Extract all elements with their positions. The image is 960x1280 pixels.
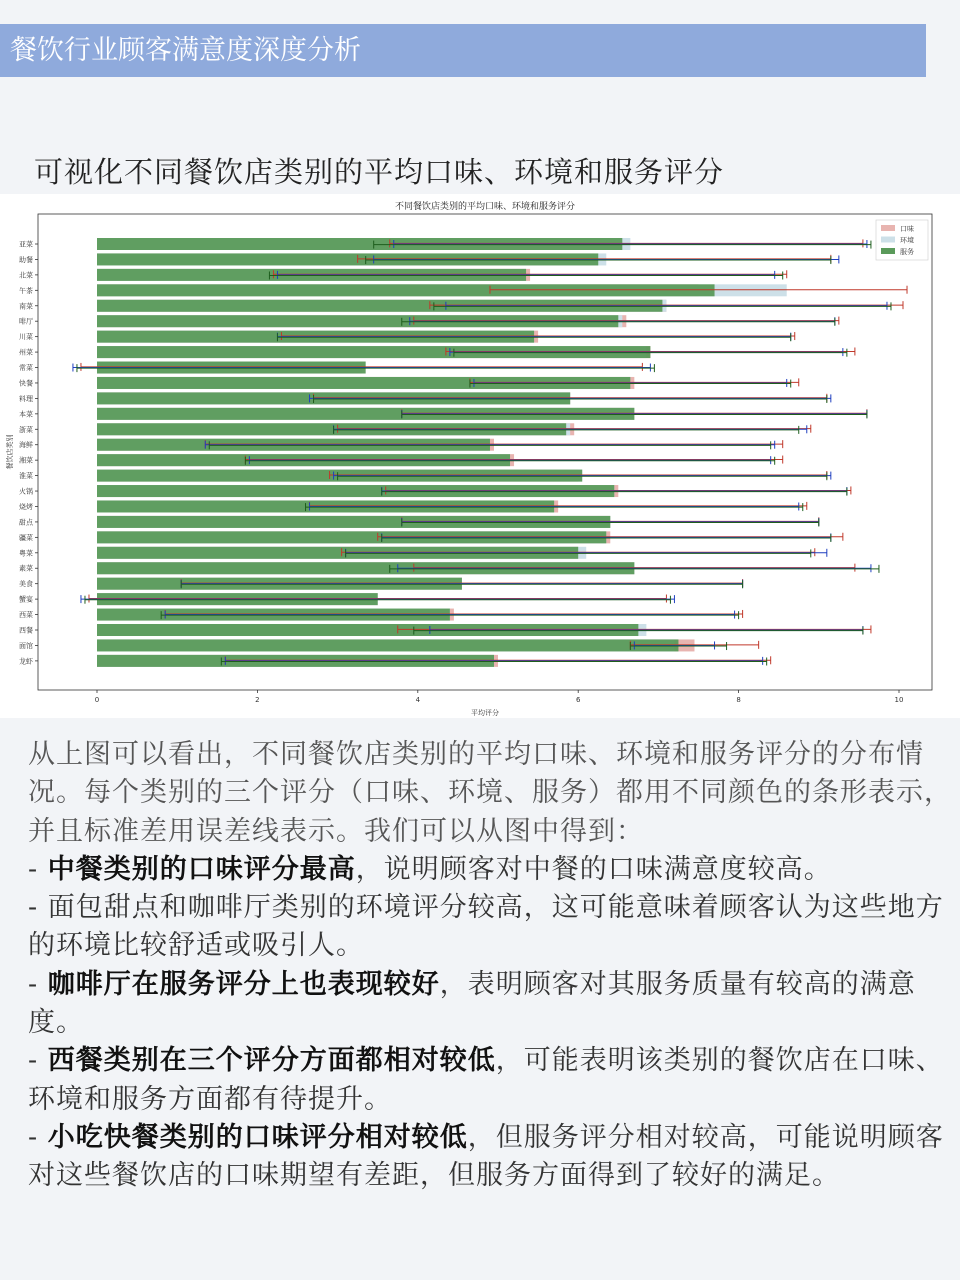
- bullet-rest: ，说明顾客对中餐的口味满意度较高。: [355, 853, 832, 885]
- bullet-5: [28, 1119, 956, 1196]
- y-tick-label: 川菜: [19, 333, 33, 342]
- y-axis-label: 餐饮店类别: [6, 434, 14, 470]
- y-tick-label: 淮菜: [19, 472, 33, 481]
- y-tick-label: 面馆: [19, 641, 33, 650]
- y-tick-label: 烧烤: [19, 502, 33, 511]
- analysis-text: [28, 736, 956, 1196]
- y-tick-label: 亚菜: [19, 240, 33, 249]
- y-tick-label: 粤菜: [19, 549, 33, 558]
- x-tick-label: 4: [415, 696, 421, 704]
- y-tick-label: 火锅: [19, 487, 33, 496]
- chart-container: [0, 194, 960, 718]
- section-subtitle: 可视化不同餐饮店类别的平均口味、环境和服务评分: [34, 155, 725, 189]
- y-tick-label: 快餐: [19, 379, 33, 388]
- y-tick-label: 常菜: [19, 364, 33, 373]
- bullet-rest: ，但服务评分相对较高，可能说明顾客对这些餐饮店的口味期望有差距，但服务方面得到了较好的满足。: [28, 1121, 944, 1192]
- y-tick-label: 蟹宴: [19, 595, 33, 604]
- bar-服务: [97, 284, 715, 296]
- x-tick-label: 0: [94, 696, 100, 704]
- legend-label-服务: 服务: [900, 248, 914, 256]
- y-tick-label: 浙菜: [19, 425, 33, 434]
- x-tick-label: 6: [575, 696, 581, 704]
- y-tick-label: 疆菜: [19, 533, 33, 542]
- legend-swatch-服务: [881, 248, 895, 254]
- bullet-rest: ，可能表明该类别的餐饮店在口味、环境和服务方面都有待提升。: [28, 1045, 944, 1115]
- y-tick-label: 素菜: [19, 564, 33, 573]
- bar-chart: [0, 194, 960, 718]
- y-tick-label: 西餐: [19, 626, 33, 635]
- y-tick-label: 北菜: [19, 271, 33, 280]
- bullet-bold: 小吃快餐类别的口味评分相对较低: [47, 1121, 468, 1153]
- bullet-4: [28, 1042, 956, 1119]
- bullet-rest: 面包甜点和咖啡厅类别的环境评分较高，这可能意味着顾客认为这些地方的环境比较舒适或吸引人。: [28, 892, 944, 962]
- y-tick-label: 海鲜: [19, 441, 33, 450]
- legend-label-口味: 口味: [900, 225, 914, 233]
- x-tick-label: 10: [894, 696, 904, 704]
- y-tick-label: 州菜: [19, 348, 33, 357]
- legend-label-环境: 环境: [900, 236, 914, 245]
- bullet-2: [28, 889, 956, 966]
- bullet-1: [28, 851, 956, 889]
- bullet-dash: -: [28, 1045, 48, 1077]
- bullet-dash: -: [28, 1121, 48, 1153]
- bullet-dash: -: [28, 892, 48, 924]
- bullet-bold: 中餐类别的口味评分最高: [47, 853, 356, 885]
- y-tick-label: 啡厅: [19, 317, 33, 326]
- y-tick-label: 西菜: [19, 611, 33, 620]
- y-tick-label: 甜点: [19, 518, 33, 527]
- page-title: 餐饮行业顾客满意度深度分析: [0, 24, 926, 77]
- intro-paragraph: 从上图可以看出，不同餐饮店类别的平均口味、环境和服务评分的分布情况。每个类别的三个评分（口味、环境、服务）都用不同颜色的条形表示，并且标准差用误差线表示。我们可以从图中得到：: [28, 739, 952, 847]
- y-tick-label: 美食: [19, 580, 33, 589]
- y-tick-label: 龙虾: [19, 657, 33, 666]
- x-axis-label: 平均评分: [471, 709, 499, 717]
- x-tick-label: 8: [736, 696, 741, 704]
- x-tick-label: 2: [255, 696, 260, 704]
- bullet-bold: 西餐类别在三个评分方面都相对较低: [47, 1045, 496, 1077]
- bullet-dash: -: [28, 968, 48, 1000]
- chart-title: 不同餐饮店类别的平均口味、环境和服务评分: [394, 202, 576, 212]
- legend-swatch-口味: [881, 225, 895, 231]
- y-tick-label: 南菜: [19, 302, 33, 311]
- y-tick-label: 料理: [19, 394, 33, 403]
- y-tick-label: 本菜: [19, 410, 33, 419]
- legend-swatch-环境: [881, 237, 895, 243]
- y-tick-label: 午茶: [19, 286, 33, 295]
- bullet-bold: 咖啡厅在服务评分上也表现较好: [47, 968, 440, 1000]
- y-tick-label: 湘菜: [19, 456, 33, 465]
- bullet-3: [28, 966, 956, 1043]
- bar-服务: [97, 639, 678, 651]
- bullet-dash: -: [28, 853, 48, 885]
- bullet-rest: ，表明顾客对其服务质量有较高的满意度。: [28, 968, 916, 1039]
- y-tick-label: 助餐: [19, 255, 33, 264]
